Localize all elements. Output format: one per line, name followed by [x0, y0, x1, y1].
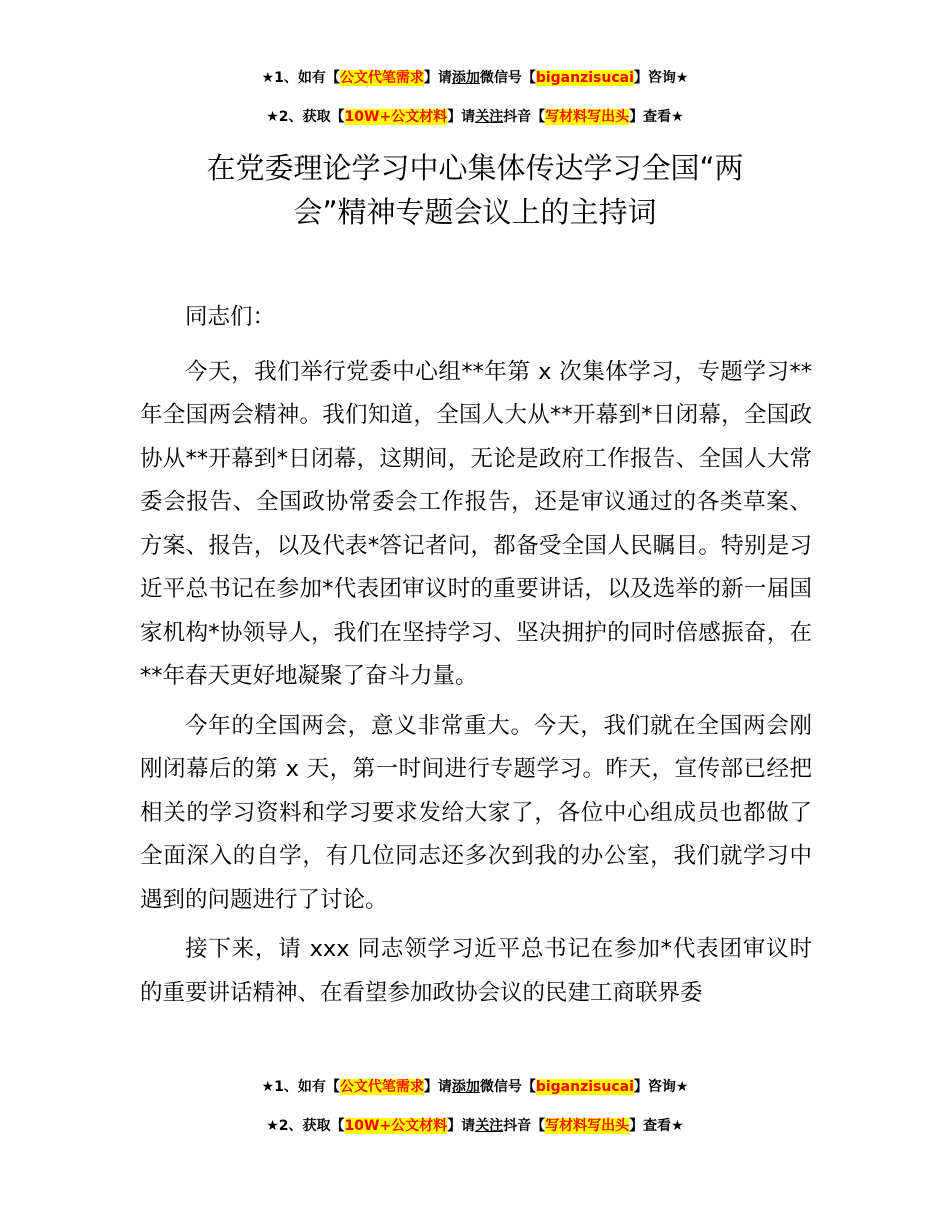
banner-highlight-service: 公文代笔需求 [339, 70, 424, 86]
banner-highlight-douyin-id: 写材料写出头 [545, 109, 630, 125]
banner-suffix: 】查看★ [629, 109, 684, 125]
top-banner-line-1 [0, 68, 950, 88]
banner-underlined-text: 关注 [475, 1118, 504, 1134]
banner-highlight-douyin-id: 写材料写出头 [545, 1118, 630, 1134]
banner-underlined-text: 添加 [451, 1079, 480, 1095]
paragraph-3: 接下来，请 xxx 同志领学习近平总书记在参加*代表团审议时的重要讲话精神、在看望参加政协会议的民建工商联界委 [140, 936, 812, 1006]
banner-text: 】请 [423, 1079, 452, 1095]
banner-highlight-materials: 10W+公文材料 [344, 1118, 448, 1134]
banner-highlight-service: 公文代笔需求 [339, 1079, 424, 1095]
banner-text: 】请 [447, 109, 476, 125]
banner-text: 抖音【 [503, 1118, 546, 1134]
banner-suffix: 】查看★ [629, 1118, 684, 1134]
top-banner-line-2 [0, 107, 950, 127]
title-line-2: 会”精神专题会议上的主持词 [293, 195, 657, 229]
banner-underlined-text: 关注 [475, 109, 504, 125]
banner-suffix: 】咨询★ [633, 1079, 689, 1095]
bottom-banner-line-2 [0, 1116, 950, 1136]
banner-prefix: ★2、获取【 [266, 109, 345, 125]
paragraph-2: 今年的全国两会，意义非常重大。今天，我们就在全国两会刚刚闭幕后的第 x 天，第一时间进行专题学习。昨天，宣传部已经把相关的学习资料和学习要求发给大家了，各位中心组成员也都做了全面深入的自学，有几位同志还多次到我的办公室，我们就学习中遇到的问题进行了讨论。 [140, 712, 812, 913]
banner-suffix: 】咨询★ [633, 70, 689, 86]
document-title [140, 146, 810, 234]
banner-highlight-materials: 10W+公文材料 [344, 109, 448, 125]
banner-text: 】请 [423, 70, 452, 86]
document-body [140, 296, 812, 1021]
banner-prefix: ★2、获取【 [266, 1118, 345, 1134]
banner-prefix: ★1、如有【 [261, 1079, 340, 1095]
banner-text: 微信号【 [479, 70, 536, 86]
banner-highlight-wechat-id: biganzisucai [535, 1079, 634, 1095]
banner-text: 微信号【 [479, 1079, 536, 1095]
banner-highlight-wechat-id: biganzisucai [535, 70, 634, 86]
bottom-banner-line-1 [0, 1077, 950, 1097]
banner-text: 抖音【 [503, 109, 546, 125]
banner-text: 】请 [447, 1118, 476, 1134]
title-line-1: 在党委理论学习中心集体传达学习全国“两 [206, 151, 744, 185]
banner-prefix: ★1、如有【 [261, 70, 340, 86]
banner-underlined-text: 添加 [451, 70, 480, 86]
paragraph-1: 今天，我们举行党委中心组**年第 x 次集体学习，专题学习**年全国两会精神。我们知道，全国人大从**开幕到*日闭幕，全国政协从**开幕到*日闭幕，这期间，无论是政府工作报告、全国人大常委会报告、全国政协常委会工作报告，还是审议通过的各类草案、方案、报告，以及代表*答记者问，都备受全国人民瞩目。特别是习近平总书记在参加*代表团审议时的重要讲话，以及选举的新一届国家机构*协领导人，我们在坚持学习、坚决拥护的同时倍感振奋，在**年春天更好地凝聚了奋斗力量。 [140, 358, 812, 689]
salutation: 同志们： [185, 304, 276, 330]
